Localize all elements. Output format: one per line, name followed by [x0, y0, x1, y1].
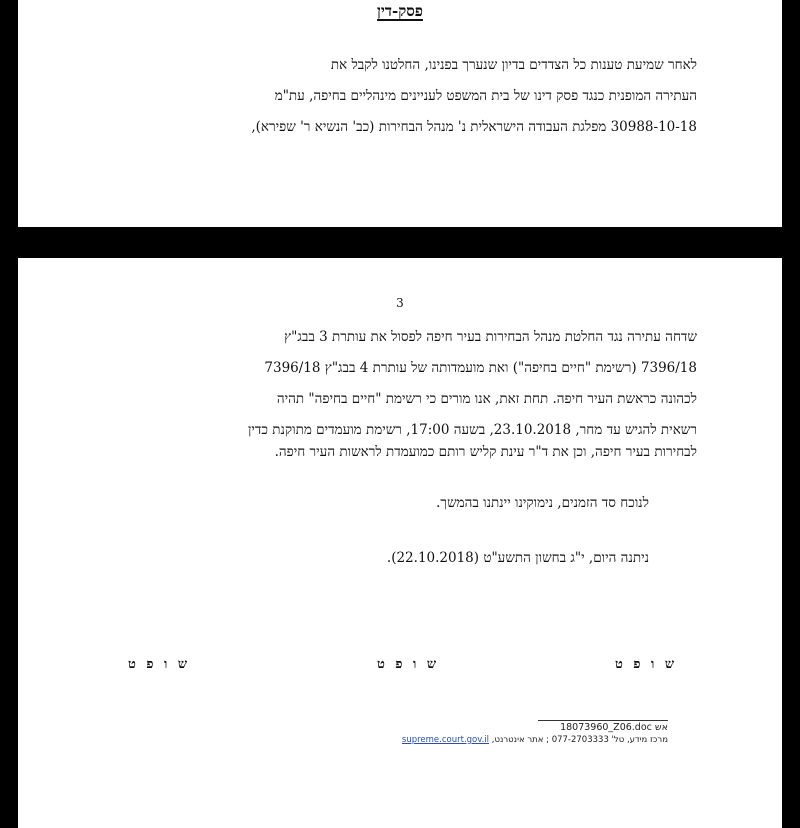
- paragraph-line-2: 7396/18 (רשימת "חיים בחיפה") ואת מועמדותה של עותרת 4 בבג"ץ 7396/18: [264, 360, 697, 376]
- page-number: 3: [396, 296, 404, 310]
- footer-contact: [402, 735, 668, 745]
- document-page-bottom: [18, 258, 782, 828]
- ruling-title: פסק-דין: [377, 2, 423, 20]
- footer-divider: [538, 720, 668, 721]
- paragraph-line-3: לכהונה כראשת העיר חיפה. תחת זאת, אנו מורים כי רשימת "חיים בחיפה" תהיה: [276, 391, 697, 407]
- footer-file-suffix: אש: [654, 722, 668, 733]
- footer-file-reference: [560, 722, 668, 733]
- paragraph-line-4: רשאית להגיש עד מחר, 23.10.2018, בשעה 17:00, רשימת מועמדים מתוקנת כדין: [247, 422, 697, 438]
- judge-signature-left: ש ו פ ט: [128, 657, 191, 672]
- text-line-2: העתירה המופנית כנגד פסק דינו של בית המשפט לעניינים מינהליים בחיפה, עת"מ: [274, 88, 697, 104]
- document-page-top: [18, 0, 782, 227]
- reasons-line: לנוכח סד הזמנים, נימוקינו יינתנו בהמשך.: [436, 495, 649, 511]
- paragraph-line-1: שדחה עתירה נגד החלטת מנהל הבחירות בעיר חיפה לפסול את עותרת 3 בבג"ץ: [284, 329, 697, 345]
- text-line-3: 30988-10-18 מפלגת העבודה הישראלית נ' מנהל הבחירות (כב' הנשיא ר' שפירא),: [251, 119, 697, 135]
- given-date-line: ניתנה היום, י"ג בחשון התשע"ט (22.10.2018).: [386, 550, 649, 566]
- judge-signature-right: ש ו פ ט: [615, 657, 678, 672]
- text-line-1: לאחר שמיעת טענות כל הצדדים בדיון שנערך בפנינו, החלטנו לקבל את: [330, 57, 697, 73]
- footer-website-link[interactable]: supreme.court.gov.il: [401, 735, 490, 745]
- footer-file-name: 18073960_Z06.doc: [560, 722, 652, 733]
- paragraph-line-5: לבחירות בעיר חיפה, וכן את ד"ר עינת קליש רותם כמועמדת לראשות העיר חיפה.: [274, 444, 697, 460]
- judge-signature-center: ש ו פ ט: [377, 657, 440, 672]
- footer-contact-text: מרכז מידע, טל' 077-2703333 ; אתר אינטרנט,: [491, 735, 668, 745]
